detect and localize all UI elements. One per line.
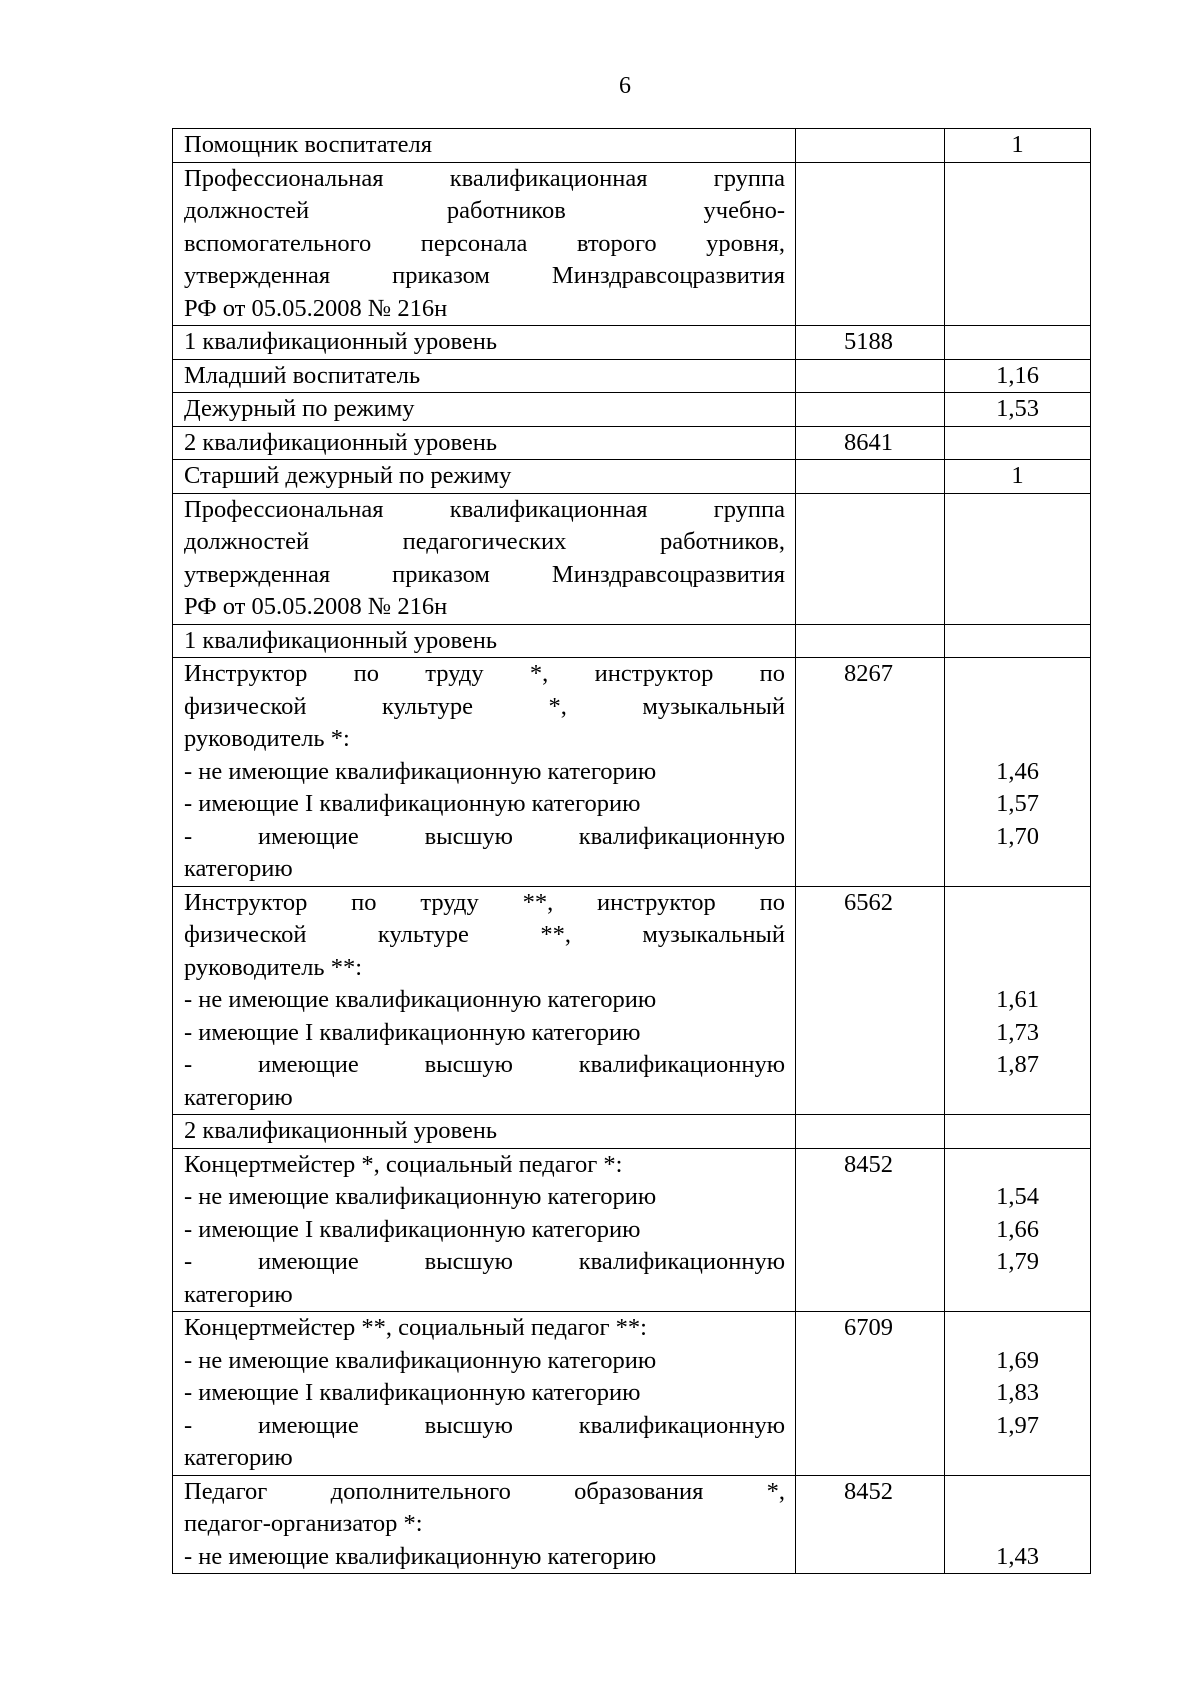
table-row [173, 658, 1091, 887]
description-line: - имеющие I квалификационную категорию [184, 1215, 641, 1243]
coefficient-cell [945, 1475, 1091, 1574]
description-line: 2 квалификационный уровень [184, 1117, 498, 1144]
table-row [173, 1312, 1091, 1476]
description-line: руководитель *: [184, 725, 350, 752]
base-salary-cell [796, 493, 945, 624]
position-description-cell [173, 460, 796, 494]
position-description-cell [173, 393, 796, 427]
position-description-cell [173, 658, 796, 887]
description-line: Старший дежурный по режиму [184, 462, 512, 489]
description-line: - не имеющие квалификационную категорию [184, 1346, 657, 1374]
coefficient-value: 1,70 [996, 822, 1039, 850]
description-line: - не имеющие квалификационную категорию [184, 757, 657, 785]
description-line: Инструктор по труду **, инструктор по [184, 888, 785, 916]
table-body [173, 129, 1091, 1574]
table-row [173, 886, 1091, 1115]
description-line: Концертмейстер *, социальный педагог *: [184, 1150, 623, 1178]
position-description-cell [173, 1115, 796, 1149]
coefficient-value: 1,97 [996, 1411, 1039, 1439]
description-line: - не имеющие квалификационную категорию [184, 986, 657, 1013]
base-salary-cell [796, 393, 945, 427]
position-description-cell [173, 426, 796, 460]
description-line: Профессиональная квалификационная группа [184, 495, 785, 523]
description-line: Помощник воспитателя [184, 131, 433, 158]
coefficient-cell [945, 624, 1091, 658]
description-line: - имеющие высшую квалификационную [184, 1051, 785, 1078]
description-line: - имеющие высшую квалификационную [184, 1411, 785, 1439]
description-line: 1 квалификационный уровень [184, 626, 498, 654]
description-line: 2 квалификационный уровень [184, 428, 498, 456]
coefficient-value [945, 952, 1090, 985]
table-row [173, 1148, 1091, 1312]
description-line: - имеющие I квалификационную категорию [184, 1379, 641, 1406]
coefficient-value [945, 1508, 1090, 1541]
description-line: руководитель **: [184, 953, 363, 981]
coefficient-value [945, 919, 1090, 952]
base-salary-cell: 6562 [796, 886, 945, 1115]
base-salary-cell: 8452 [796, 1148, 945, 1312]
coefficient-value: 1,61 [996, 986, 1039, 1013]
table-row [173, 1475, 1091, 1574]
coefficient-cell [945, 326, 1091, 360]
description-line: должностей педагогических работников, [184, 528, 785, 555]
coefficient-cell [945, 1312, 1091, 1476]
description-line: Педагог дополнительного образования *, [184, 1477, 785, 1505]
coefficient-value: 1,79 [996, 1248, 1039, 1275]
position-description-cell [173, 359, 796, 393]
coefficient-value: 1 [1011, 131, 1024, 158]
base-salary-cell: 6709 [796, 1312, 945, 1476]
coefficient-value: 1,73 [996, 1018, 1039, 1046]
table-row [173, 460, 1091, 494]
description-line: - имеющие I квалификационную категорию [184, 790, 641, 817]
description-line: Профессиональная квалификационная группа [184, 164, 785, 192]
description-line: утвержденная приказом Минздравсоцразвития [184, 560, 785, 588]
description-line: - имеющие высшую квалификационную [184, 1248, 785, 1275]
description-line: - не имеющие квалификационную категорию [184, 1183, 657, 1210]
description-line: должностей работников учебно- [184, 197, 785, 224]
coefficient-cell [945, 162, 1091, 326]
coefficient-cell [945, 393, 1091, 427]
table-row [173, 493, 1091, 624]
coefficient-value: 1 [1011, 462, 1024, 489]
coefficient-value [945, 658, 1090, 691]
base-salary-cell [796, 162, 945, 326]
coefficient-value [945, 1476, 1090, 1509]
coefficient-value [945, 1149, 1090, 1182]
table-row [173, 326, 1091, 360]
table-row [173, 359, 1091, 393]
coefficient-value: 1,46 [996, 757, 1039, 785]
position-description-cell [173, 129, 796, 163]
description-line: категорию [184, 1280, 293, 1308]
description-line: - не имеющие квалификационную категорию [184, 1542, 657, 1570]
coefficient-cell [945, 129, 1091, 163]
coefficient-value [945, 691, 1090, 724]
base-salary-cell [796, 460, 945, 494]
table-row [173, 129, 1091, 163]
description-line: 1 квалификационный уровень [184, 328, 498, 355]
table-row [173, 624, 1091, 658]
position-description-cell [173, 162, 796, 326]
position-description-cell [173, 1475, 796, 1574]
coefficient-value [945, 887, 1090, 920]
base-salary-cell [796, 129, 945, 163]
coefficient-cell [945, 493, 1091, 624]
position-description-cell [173, 1312, 796, 1476]
table-row [173, 1115, 1091, 1149]
table-row [173, 426, 1091, 460]
position-description-cell [173, 1148, 796, 1312]
description-line: РФ от 05.05.2008 № 216н [184, 294, 448, 322]
base-salary-cell: 5188 [796, 326, 945, 360]
coefficient-value: 1,53 [996, 395, 1039, 422]
coefficient-value: 1,43 [996, 1542, 1039, 1570]
description-line: физической культуре **, музыкальный [184, 921, 785, 948]
coefficient-cell [945, 426, 1091, 460]
description-line: Младший воспитатель [184, 361, 421, 389]
position-description-cell [173, 886, 796, 1115]
description-line: - имеющие I квалификационную категорию [184, 1018, 641, 1046]
base-salary-cell: 8641 [796, 426, 945, 460]
coefficient-value: 1,66 [996, 1215, 1039, 1243]
description-line: категорию [184, 1444, 293, 1471]
position-description-cell [173, 326, 796, 360]
coefficient-cell [945, 1148, 1091, 1312]
description-line: физической культуре *, музыкальный [184, 692, 785, 720]
coefficient-value: 1,87 [996, 1051, 1039, 1078]
description-line: вспомогательного персонала второго уровня, [184, 229, 785, 257]
description-line: категорию [184, 1083, 293, 1111]
coefficient-value [945, 723, 1090, 756]
position-description-cell [173, 493, 796, 624]
base-salary-cell: 8267 [796, 658, 945, 887]
coefficient-value: 1,57 [996, 790, 1039, 817]
coefficient-value: 1,83 [996, 1379, 1039, 1406]
position-description-cell [173, 624, 796, 658]
coefficient-value: 1,69 [996, 1346, 1039, 1374]
description-line: категорию [184, 855, 293, 882]
description-line: педагог-организатор *: [184, 1510, 423, 1537]
base-salary-cell [796, 624, 945, 658]
coefficient-cell [945, 886, 1091, 1115]
base-salary-cell [796, 359, 945, 393]
table-row [173, 393, 1091, 427]
coefficient-cell [945, 1115, 1091, 1149]
base-salary-cell: 8452 [796, 1475, 945, 1574]
page-number: 6 [619, 73, 631, 99]
description-line: РФ от 05.05.2008 № 216н [184, 593, 448, 620]
salary-coefficient-table [172, 128, 1091, 1574]
description-line: Дежурный по режиму [184, 395, 415, 422]
description-line: - имеющие высшую квалификационную [184, 822, 785, 850]
description-line: Инструктор по труду *, инструктор по [184, 660, 785, 687]
coefficient-value: 1,54 [996, 1183, 1039, 1210]
description-line: Концертмейстер **, социальный педагог **: [184, 1314, 647, 1341]
coefficient-cell [945, 359, 1091, 393]
coefficient-cell [945, 658, 1091, 887]
coefficient-value: 1,16 [996, 361, 1039, 389]
description-line: утвержденная приказом Минздравсоцразвития [184, 262, 785, 289]
coefficient-cell [945, 460, 1091, 494]
table-row [173, 162, 1091, 326]
coefficient-value [945, 1312, 1090, 1345]
base-salary-cell [796, 1115, 945, 1149]
